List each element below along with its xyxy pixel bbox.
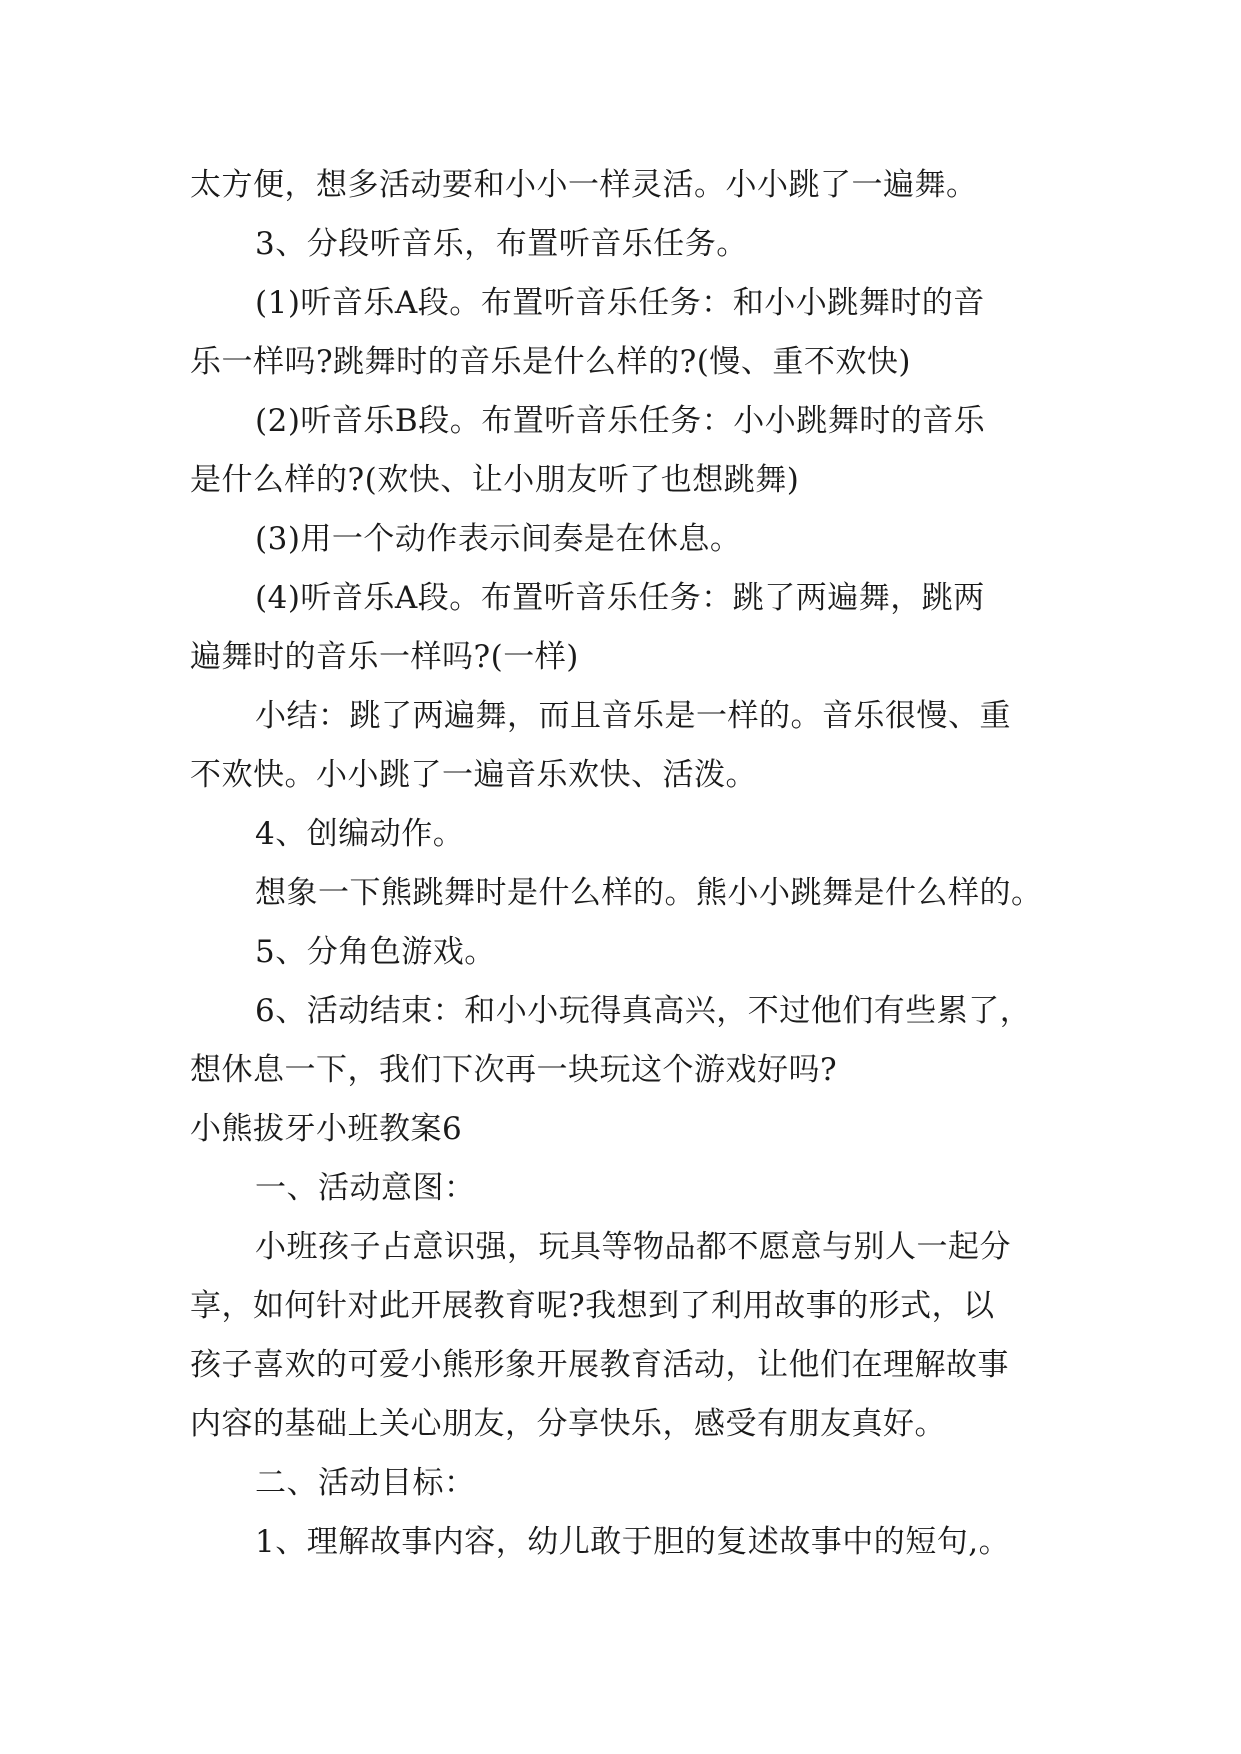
text-line-13: 想象一下熊跳舞时是什么样的。熊小小跳舞是什么样的。 (255, 875, 1043, 911)
text-line-14: 5、分角色游戏。 (255, 934, 496, 970)
section-title: 小熊拔牙小班教案6 (190, 1111, 463, 1147)
text-line-20: 享，如何针对此开展教育呢?我想到了利用故事的形式，以 (190, 1288, 995, 1324)
text-line-22: 内容的基础上关心朋友，分享快乐，感受有朋友真好。 (190, 1406, 946, 1442)
text-line-12: 4、创编动作。 (255, 816, 465, 852)
text-line-1: 太方便，想多活动要和小小一样灵活。小小跳了一遍舞。 (190, 167, 978, 203)
text-line-4: 乐一样吗?跳舞时的音乐是什么样的?(慢、重不欢快) (190, 344, 911, 380)
text-line-6: 是什么样的?(欢快、让小朋友听了也想跳舞) (190, 462, 800, 498)
text-line-9: 遍舞时的音乐一样吗?(一样) (190, 639, 579, 675)
text-line-23: 二、活动目标： (255, 1465, 476, 1501)
text-line-16: 想休息一下，我们下次再一块玩这个游戏好吗? (190, 1052, 838, 1088)
text-line-19: 小班孩子占意识强，玩具等物品都不愿意与别人一起分 (255, 1229, 1011, 1265)
text-line-5: (2)听音乐B段。布置听音乐任务：小小跳舞时的音乐 (255, 403, 986, 439)
text-line-24: 1、理解故事内容，幼儿敢于胆的复述故事中的短句,。 (255, 1524, 1011, 1560)
text-line-7: (3)用一个动作表示间奏是在休息。 (255, 521, 742, 557)
text-line-2: 3、分段听音乐，布置听音乐任务。 (255, 226, 748, 262)
text-line-18: 一、活动意图： (255, 1170, 476, 1206)
text-line-3: (1)听音乐A段。布置听音乐任务：和小小跳舞时的音 (255, 285, 985, 321)
text-line-11: 不欢快。小小跳了一遍音乐欢快、活泼。 (190, 757, 757, 793)
text-line-10: 小结：跳了两遍舞，而且音乐是一样的。音乐很慢、重 (255, 698, 1011, 734)
text-line-21: 孩子喜欢的可爱小熊形象开展教育活动，让他们在理解故事 (190, 1347, 1009, 1383)
text-line-15: 6、活动结束：和小小玩得真高兴，不过他们有些累了， (255, 993, 1032, 1029)
text-line-8: (4)听音乐A段。布置听音乐任务：跳了两遍舞，跳两 (255, 580, 985, 616)
